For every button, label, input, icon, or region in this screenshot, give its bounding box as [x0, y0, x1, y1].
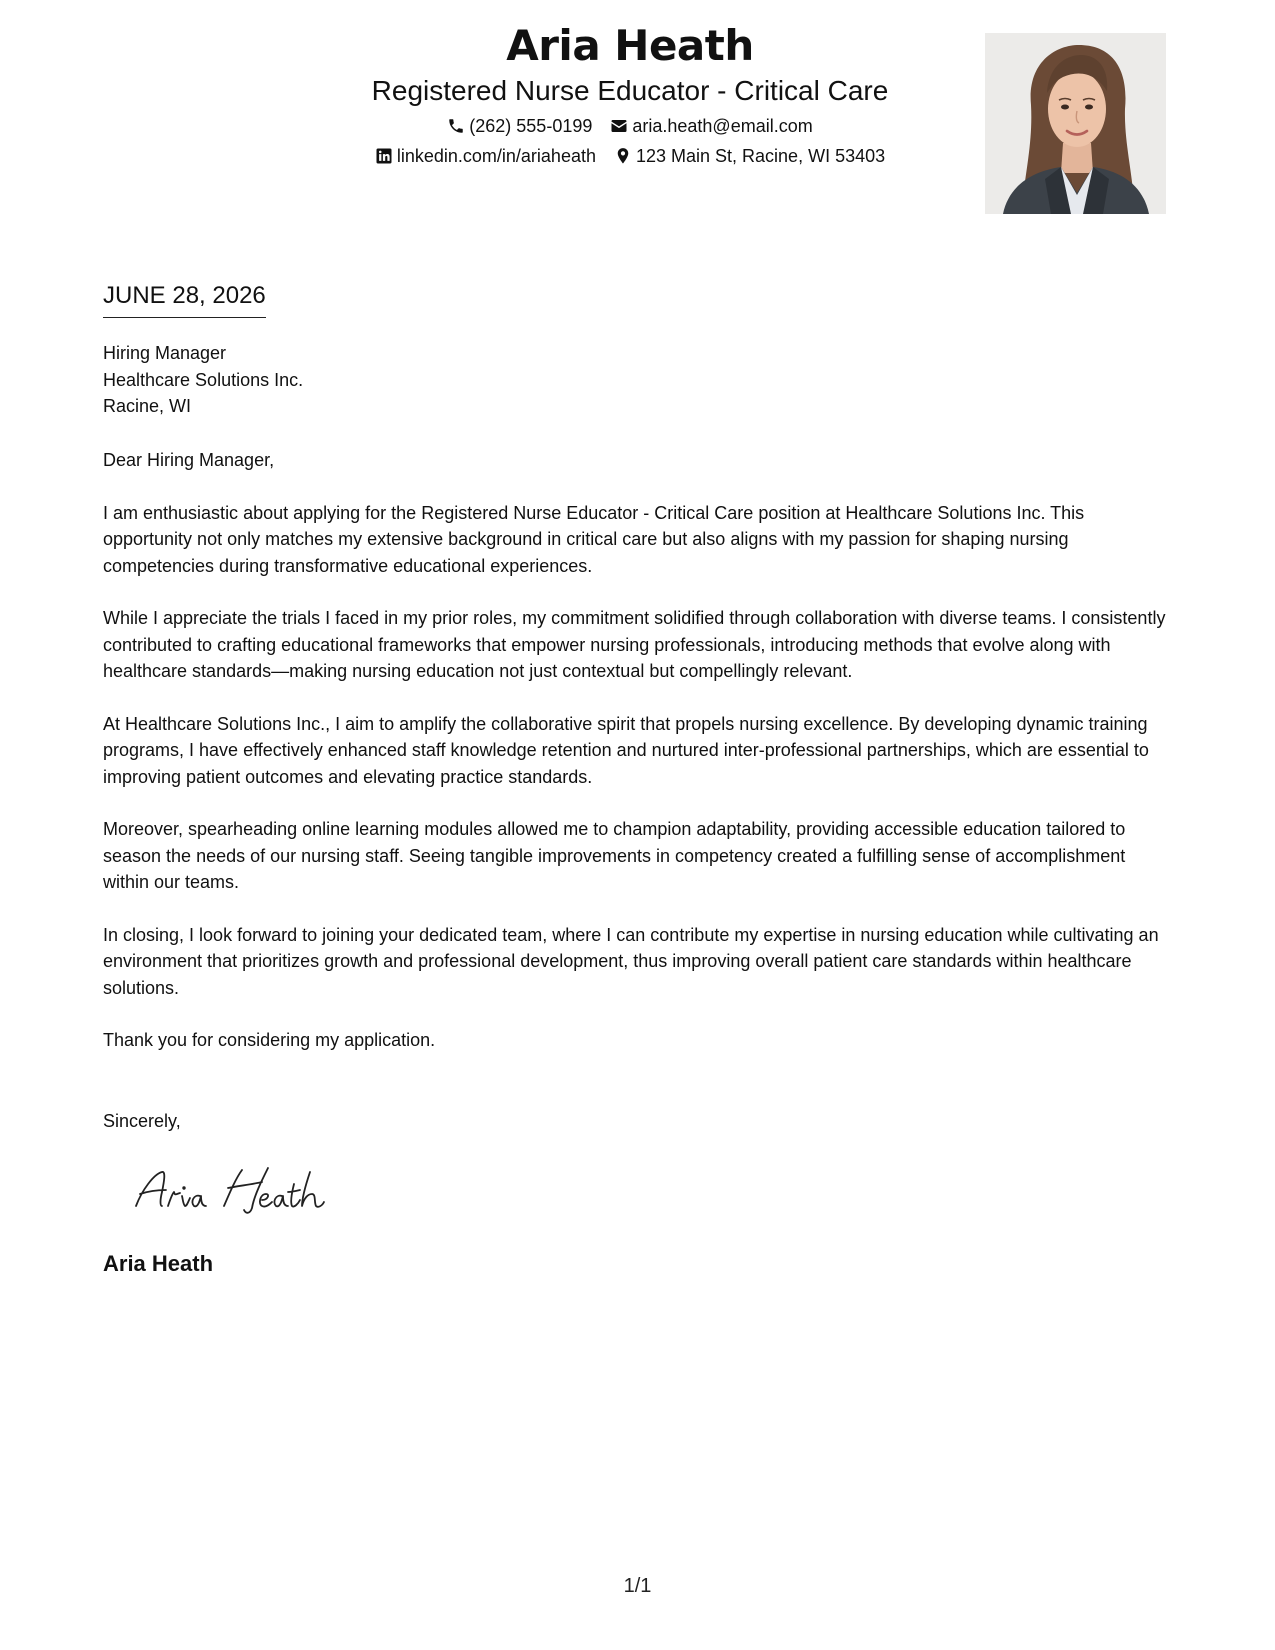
paragraph-1: I am enthusiastic about applying for the Registered Nurse Educator - Critical Care position at Healthcare Solutions Inc. This opportunity not only matches my extensive background in critical care but also aligns with my passion for shaping nursing competencies during transformative educational experiences.: [103, 502, 1085, 576]
signature-name: Aria Heath: [103, 1251, 214, 1276]
applicant-name: Aria Heath: [506, 21, 754, 70]
linkedin-icon: [375, 147, 393, 165]
paragraph-4: Moreover, spearheading online learning modules allowed me to champion adaptability, providing accessible education tailored to season the needs of our nursing staff. Seeing tangible improvements in competency created a fulfilling sense of accomplishment within our teams.: [103, 819, 1126, 892]
map-pin-icon: [614, 147, 632, 165]
applicant-title: Registered Nurse Educator - Critical Care: [371, 75, 889, 106]
recipient-company: Healthcare Solutions Inc.: [103, 369, 304, 390]
envelope-icon: [610, 117, 628, 135]
paragraph-3: At Healthcare Solutions Inc., I aim to amplify the collaborative spirit that propels nursing excellence. By developing dynamic training programs, I have effectively enhanced staff knowledge retention and nurtured inter-professional partnerships, which are essential to improving patient outcomes and elevating practice standards.: [103, 713, 1149, 787]
letter-header: [0, 18, 1275, 218]
salutation: Dear Hiring Manager,: [103, 450, 275, 470]
contact-row-1: [330, 114, 930, 138]
profile-photo: [985, 33, 1166, 214]
paragraph-2: While I appreciate the trials I faced in my prior roles, my commitment solidified through collaboration with diverse teams. I consistently contributed to crafting educational frameworks that empower nursing professionals, introducing methods that evolve along with healthcare standards—making nursing education not just contextual but compellingly relevant.: [103, 608, 1166, 681]
linkedin-text[interactable]: linkedin.com/in/ariaheath: [396, 146, 596, 166]
phone-icon: [447, 117, 465, 135]
page-number: 1/1: [623, 1575, 652, 1597]
contact-row-2: [330, 144, 930, 168]
recipient-location: Racine, WI: [103, 396, 192, 416]
handwritten-signature: [128, 1160, 338, 1220]
email-text[interactable]: aria.heath@email.com: [632, 116, 813, 136]
phone-contact: [447, 114, 592, 138]
recipient-title: Hiring Manager: [103, 343, 227, 363]
thanks-line: Thank you for considering my application.: [103, 1030, 436, 1050]
address-contact: [614, 144, 885, 168]
header-info: [330, 18, 930, 168]
recipient-block: [103, 340, 303, 420]
address-text: 123 Main St, Racine, WI 53403: [635, 146, 886, 166]
linkedin-contact: [375, 144, 596, 168]
letter-body: [103, 447, 1173, 1080]
phone-text[interactable]: (262) 555-0199: [469, 116, 593, 136]
closing: Sincerely,: [103, 1111, 181, 1131]
letter-date: JUNE 28, 2026: [103, 281, 266, 318]
email-contact: [610, 114, 812, 138]
paragraph-5: In closing, I look forward to joining your dedicated team, where I can contribute my expertise in nursing education while cultivating an environment that prioritizes growth and professional development, thus improving overall patient care standards within healthcare solutions.: [103, 924, 1159, 998]
